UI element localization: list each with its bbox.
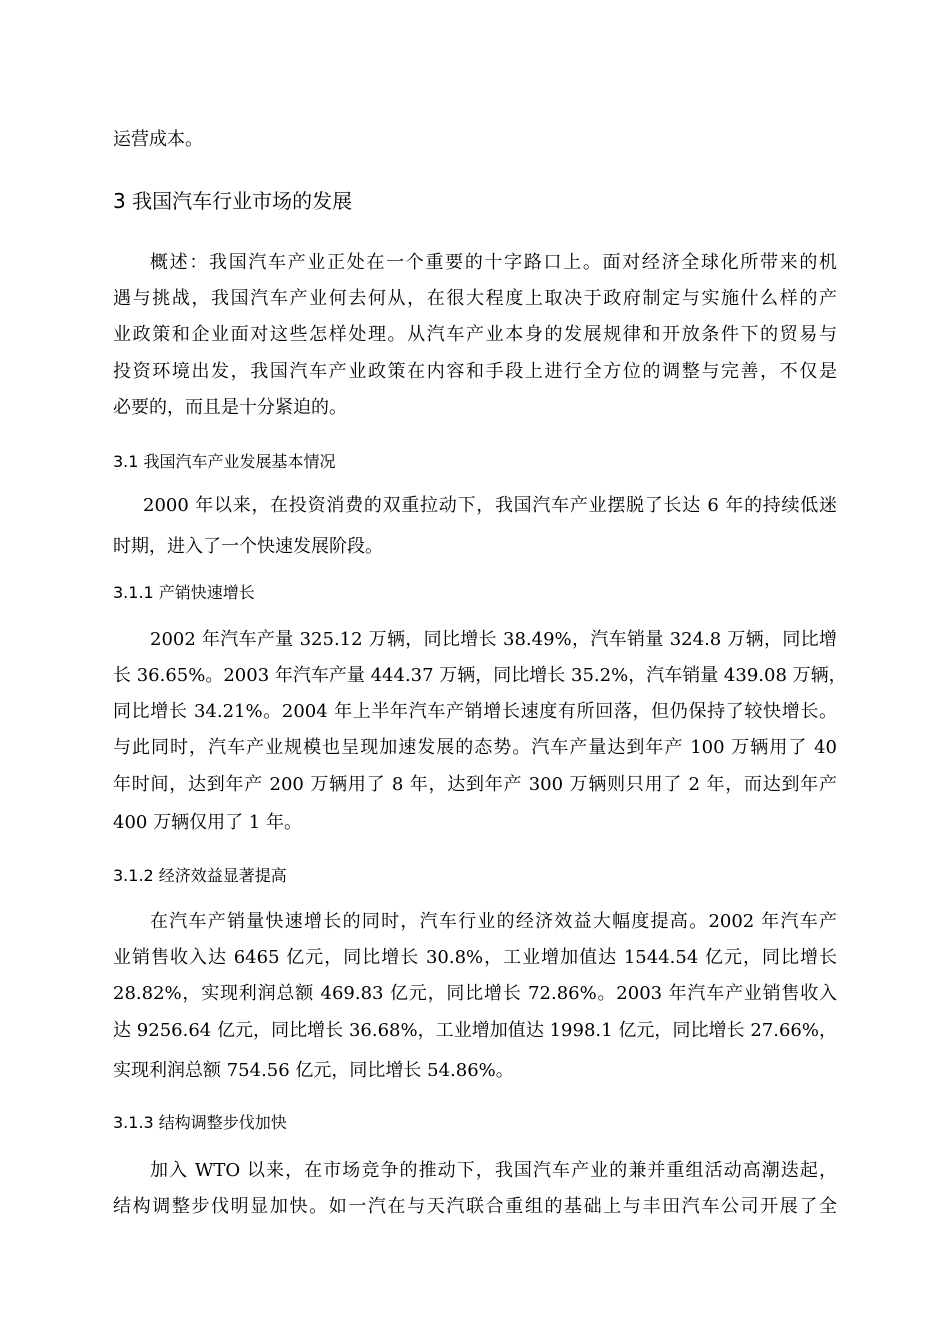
paragraph-line: 年时间，达到年产 200 万辆用了 8 年，达到年产 300 万辆则只用了 2 年，而达到年产 <box>113 774 837 795</box>
paragraph-line: 加入 WTO 以来，在市场竞争的推动下，我国汽车产业的兼并重组活动高潮迭起， <box>150 1160 837 1181</box>
overview-line: 必要的，而且是十分紧迫的。 <box>113 397 347 418</box>
section-heading-3-1: 3.1 我国汽车产业发展基本情况 <box>113 452 336 471</box>
paragraph-line: 400 万辆仅用了 1 年。 <box>113 812 302 833</box>
paragraph-line: 结构调整步伐明显加快。如一汽在与天汽联合重组的基础上与丰田汽车公司开展了全 <box>113 1196 837 1217</box>
section-heading-3-1-3: 3.1.3 结构调整步伐加快 <box>113 1113 287 1132</box>
paragraph-line: 业销售收入达 6465 亿元，同比增长 30.8%，工业增加值达 1544.54 亿元，同比增长 <box>113 947 837 968</box>
overview-line: 投资环境出发，我国汽车产业政策在内容和手段上进行全方位的调整与完善，不仅是 <box>113 361 837 382</box>
section-heading-3-1-2: 3.1.2 经济效益显著提高 <box>113 866 287 885</box>
paragraph-line: 时期，进入了一个快速发展阶段。 <box>113 536 383 557</box>
paragraph-tail: 运营成本。 <box>113 129 203 150</box>
overview-line: 业政策和企业面对这些怎样处理。从汽车产业本身的发展规律和开放条件下的贸易与 <box>113 324 837 345</box>
section-heading-3-1-1: 3.1.1 产销快速增长 <box>113 583 255 602</box>
paragraph-line: 在汽车产销量快速增长的同时，汽车行业的经济效益大幅度提高。2002 年汽车产 <box>150 911 837 932</box>
overview-line: 遇与挑战，我国汽车产业何去何从，在很大程度上取决于政府制定与实施什么样的产 <box>113 288 837 309</box>
paragraph-line: 2002 年汽车产量 325.12 万辆，同比增长 38.49%，汽车销量 324.8 万辆，同比增 <box>150 629 837 650</box>
paragraph-line: 长 36.65%。2003 年汽车产量 444.37 万辆，同比增长 35.2%，汽车销量 439.08 万辆， <box>113 665 847 686</box>
paragraph-line: 28.82%，实现利润总额 469.83 亿元，同比增长 72.86%。2003 年汽车产业销售收入 <box>113 983 837 1004</box>
paragraph-line: 实现利润总额 754.56 亿元，同比增长 54.86%。 <box>113 1060 514 1081</box>
overview-line: 概述：我国汽车产业正处在一个重要的十字路口上。面对经济全球化所带来的机 <box>150 252 837 273</box>
paragraph-line: 达 9256.64 亿元，同比增长 36.68%，工业增加值达 1998.1 亿元，同比增长 27.66%， <box>113 1020 837 1041</box>
paragraph-line: 同比增长 34.21%。2004 年上半年汽车产销增长速度有所回落，但仍保持了较快增长。 <box>113 701 837 722</box>
paragraph-line: 与此同时，汽车产业规模也呈现加速发展的态势。汽车产量达到年产 100 万辆用了 40 <box>113 737 837 758</box>
section-heading-3: 3 我国汽车行业市场的发展 <box>113 189 353 213</box>
paragraph-line: 2000 年以来，在投资消费的双重拉动下，我国汽车产业摆脱了长达 6 年的持续低迷 <box>143 495 837 516</box>
